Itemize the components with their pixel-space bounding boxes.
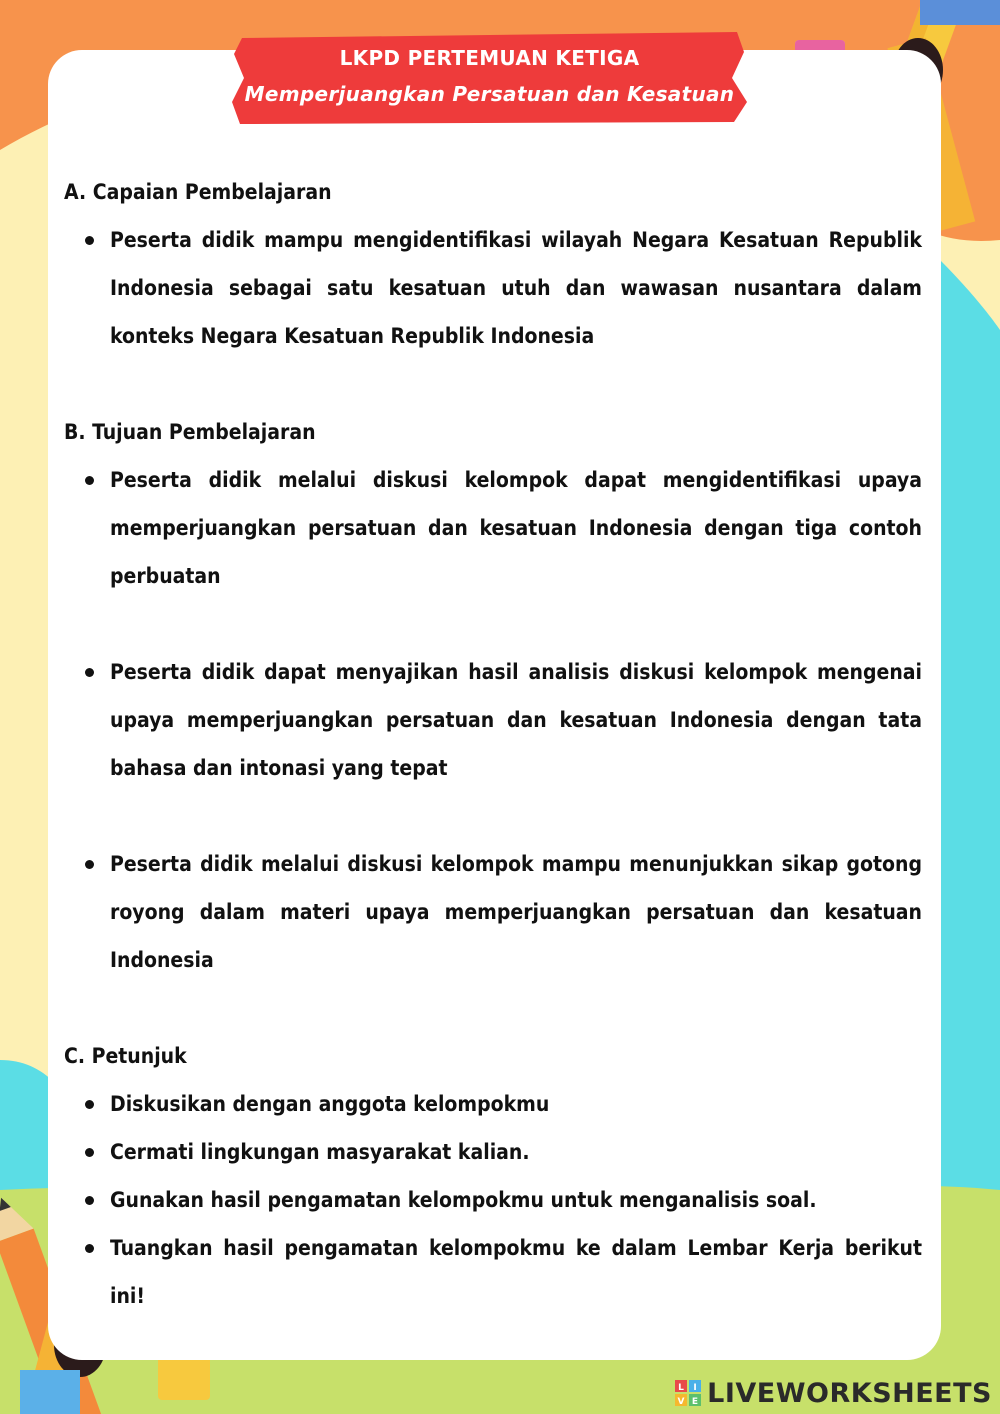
- list-item: Cermati lingkungan masyarakat kalian.: [64, 1128, 922, 1176]
- list-item: Peserta didik dapat menyajikan hasil analisis diskusi kelompok mengenai upaya memperjuangkan persatuan dan kesatuan Indonesia dengan tata bahasa dan intonasi yang tepat: [64, 648, 922, 792]
- section-capaian-pembelajaran: [64, 168, 922, 360]
- section-tujuan-pembelajaran: [64, 408, 922, 984]
- logo-letter: E: [692, 1397, 699, 1406]
- bullet-list: [64, 456, 922, 984]
- bullet-list: [64, 1080, 922, 1320]
- list-item: Peserta didik melalui diskusi kelompok dapat mengidentifikasi upaya memperjuangkan persatuan dan kesatuan Indonesia dengan tiga contoh perbuatan: [64, 456, 922, 600]
- spacer: [64, 600, 922, 648]
- list-item: Gunakan hasil pengamatan kelompokmu untuk menganalisis soal.: [64, 1176, 922, 1224]
- title-block: [232, 40, 747, 112]
- list-item: Peserta didik melalui diskusi kelompok mampu menunjukkan sikap gotong royong dalam materi upaya memperjuangkan persatuan dan kesatuan Indonesia: [64, 840, 922, 984]
- list-item: Tuangkan hasil pengamatan kelompokmu ke dalam Lembar Kerja berikut ini!: [64, 1224, 922, 1320]
- section-petunjuk: [64, 1032, 922, 1320]
- worksheet-content: [64, 168, 922, 1320]
- logo-letter: L: [678, 1383, 685, 1393]
- section-heading: B. Tujuan Pembelajaran: [64, 420, 316, 444]
- sharpener-decoration-bottom-left: [20, 1370, 80, 1414]
- section-heading: C. Petunjuk: [64, 1044, 187, 1068]
- bullet-list: [64, 216, 922, 360]
- logo-letter: I: [693, 1383, 697, 1393]
- title-line-1: LKPD PERTEMUAN KETIGA: [339, 46, 640, 70]
- liveworksheets-logo[interactable]: [675, 1376, 992, 1410]
- spacer: [64, 792, 922, 840]
- section-heading: A. Capaian Pembelajaran: [64, 180, 332, 204]
- liveworksheets-brand: LIVEWORKSHEETS: [707, 1377, 992, 1409]
- list-item: Peserta didik mampu mengidentifikasi wilayah Negara Kesatuan Republik Indonesia sebagai satu kesatuan utuh dan wawasan nusantara dalam konteks Negara Kesatuan Republik Indonesia: [64, 216, 922, 360]
- logo-letter: V: [677, 1397, 685, 1406]
- title-line-2: Memperjuangkan Persatuan dan Kesatuan: [244, 82, 735, 106]
- list-item: Diskusikan dengan anggota kelompokmu: [64, 1080, 922, 1128]
- liveworksheets-logo-icon: [675, 1380, 701, 1406]
